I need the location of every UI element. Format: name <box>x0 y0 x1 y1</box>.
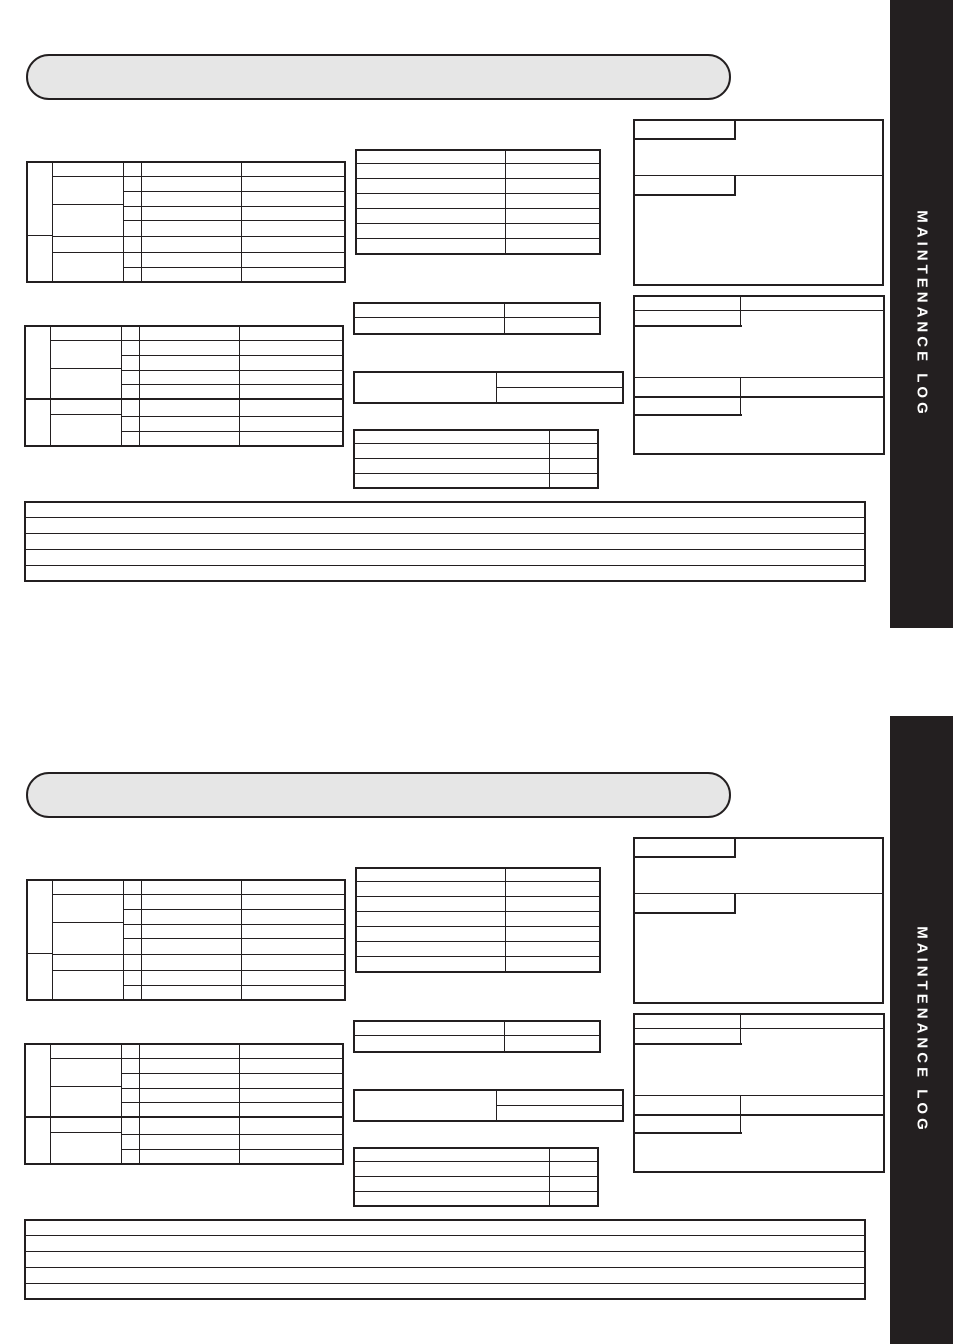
mid-table-4 <box>353 1147 599 1207</box>
right-panel-1 <box>633 837 884 1004</box>
inspection-grid-a <box>26 161 346 283</box>
right-panel-1 <box>633 119 884 286</box>
mid-table-3 <box>353 371 624 404</box>
side-tab-bottom <box>890 716 953 1344</box>
header-pill <box>26 772 731 818</box>
log-form-section-2 <box>0 718 890 1344</box>
mid-table-2 <box>353 1020 601 1053</box>
side-label: MAINTENANCE LOG <box>913 926 930 1134</box>
inspection-grid-b <box>24 325 344 447</box>
inspection-grid-a <box>26 879 346 1001</box>
right-panel-2 <box>633 295 885 455</box>
mid-table-1 <box>355 867 601 973</box>
side-label: MAINTENANCE LOG <box>913 210 930 418</box>
notes-table <box>24 501 866 582</box>
log-form-section-1 <box>0 0 890 640</box>
mid-table-4 <box>353 429 599 489</box>
mid-table-2 <box>353 302 601 335</box>
mid-table-1 <box>355 149 601 255</box>
mid-table-3 <box>353 1089 624 1122</box>
side-tab-top <box>890 0 953 628</box>
header-pill <box>26 54 731 100</box>
inspection-grid-b <box>24 1043 344 1165</box>
right-panel-2 <box>633 1013 885 1173</box>
notes-table <box>24 1219 866 1300</box>
